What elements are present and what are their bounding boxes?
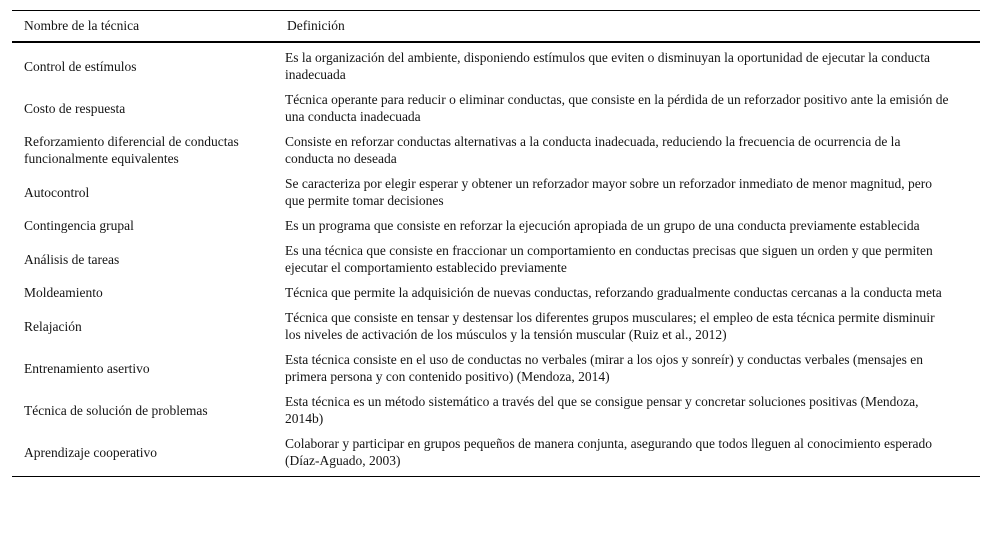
technique-name: Contingencia grupal <box>24 218 134 233</box>
technique-definition: Técnica que permite la adquisición de nuevas conductas, reforzando gradualmente conductas cercanas a la conducta meta <box>285 285 942 300</box>
technique-name: Autocontrol <box>24 184 90 200</box>
table-row <box>12 129 980 171</box>
table-row <box>12 213 980 238</box>
table-row <box>12 431 980 477</box>
technique-name: Relajación <box>24 318 82 334</box>
column-header-definicion: Definición <box>275 11 980 43</box>
techniques-table <box>12 10 980 477</box>
technique-definition: Es la organización del ambiente, disponiendo estímulos que eviten o disminuyan la oportunidad de ejecutar la conducta inadecuada <box>285 50 930 82</box>
technique-name: Reforzamiento diferencial de conductas funcionalmente equivalentes <box>24 134 239 166</box>
technique-name: Costo de respuesta <box>24 100 126 116</box>
table-row <box>12 171 980 213</box>
table-row <box>12 238 980 280</box>
technique-name: Análisis de tareas <box>24 251 120 267</box>
column-header-nombre: Nombre de la técnica <box>12 11 275 43</box>
table-row <box>12 305 980 347</box>
header-row <box>12 11 980 43</box>
technique-definition: Se caracteriza por elegir esperar y obtener un reforzador mayor sobre un reforzador inmediato de menor magnitud, pero que permite tomar decisiones <box>285 176 932 208</box>
table-row <box>12 87 980 129</box>
technique-name: Aprendizaje cooperativo <box>24 444 158 460</box>
technique-definition: Técnica que consiste en tensar y destensar los diferentes grupos musculares; el empleo de esta técnica permite disminuir los niveles de activación de los músculos y la tensión muscular (Ruiz et al., 2012) <box>285 310 935 342</box>
technique-definition: Colaborar y participar en grupos pequeños de manera conjunta, asegurando que todos lleguen al conocimiento esperado (Díaz-Aguado, 2003) <box>285 436 933 468</box>
technique-name: Moldeamiento <box>24 285 103 300</box>
technique-definition: Es una técnica que consiste en fraccionar un comportamiento en conductas precisas que siguen un orden y que permiten ejecutar el comportamiento establecido previamente <box>285 243 933 275</box>
technique-name: Control de estímulos <box>24 58 137 74</box>
technique-definition: Consiste en reforzar conductas alternativas a la conducta inadecuada, reduciendo la frecuencia de ocurrencia de la conducta no deseada <box>285 134 901 166</box>
table-body <box>12 42 980 477</box>
technique-name: Técnica de solución de problemas <box>24 402 208 418</box>
table-row <box>12 389 980 431</box>
table-header <box>12 11 980 43</box>
technique-definition: Esta técnica es un método sistemático a través del que se consigue pensar y concretar soluciones positivas (Mendoza, 2014b) <box>285 394 919 426</box>
technique-definition: Es un programa que consiste en reforzar la ejecución apropiada de un grupo de una conducta previamente establecida <box>285 218 920 233</box>
technique-definition: Técnica operante para reducir o eliminar conductas, que consiste en la pérdida de un reforzador positivo ante la emisión de una conducta inadecuada <box>285 92 949 124</box>
technique-definition: Esta técnica consiste en el uso de conductas no verbales (mirar a los ojos y sonreír) y conductas verbales (mensajes en primera persona y con contenido positivo) (Mendoza, 2014) <box>285 352 924 384</box>
table-row <box>12 280 980 305</box>
technique-name: Entrenamiento asertivo <box>24 360 150 376</box>
table-row <box>12 42 980 87</box>
table-row <box>12 347 980 389</box>
